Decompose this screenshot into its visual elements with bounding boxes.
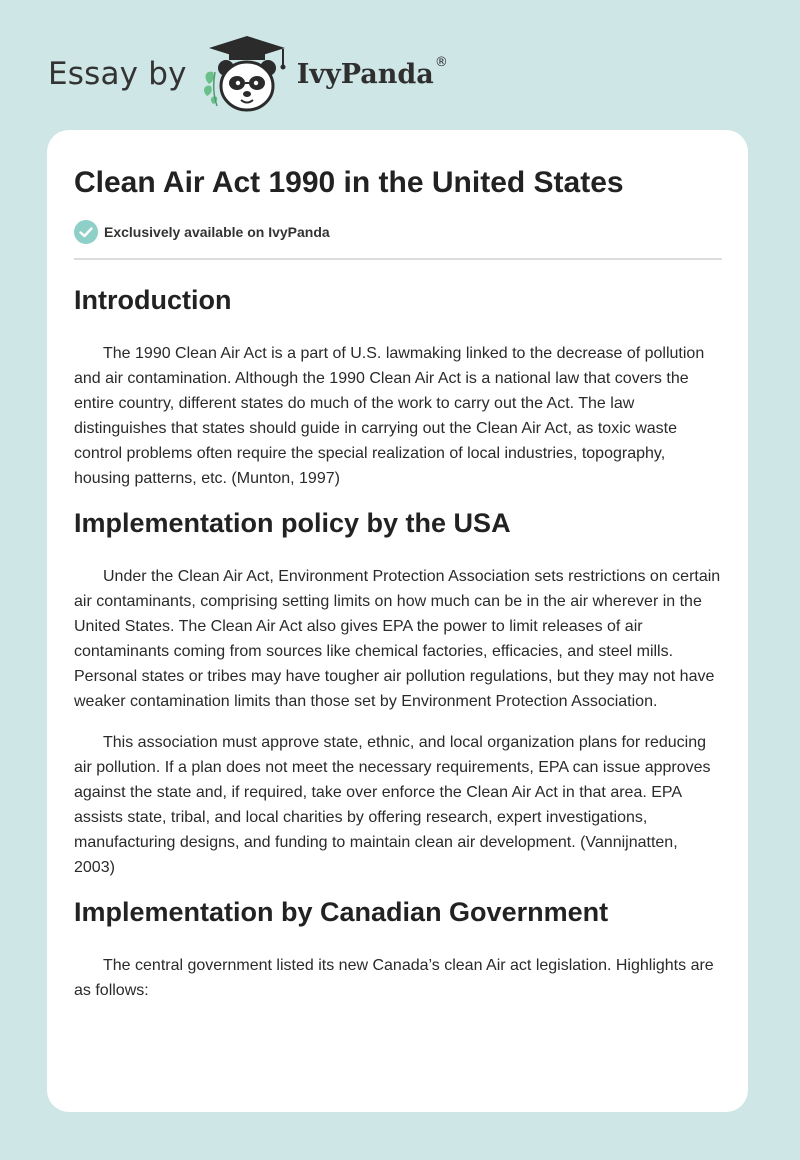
paragraph: This association must approve state, ethnic, and local organization plans for reducing air pollution. If a plan does not meet the necessary requirements, EPA can issue approves against the state and, if required, take over enforce the Clean Air Act in that area. EPA assists state, tribal, and local charities by offering research, expert investigations, manufacturing designs, and funding to maintain clean air development. (Vannijnatten, 2003) [74,734,711,876]
check-circle-icon [74,220,98,244]
section-introduction [74,282,722,491]
exclusive-badge-label: Exclusively available on IvyPanda [104,224,330,240]
paragraph: The central government listed its new Canada’s clean Air act legislation. Highlights are as follows: [74,957,714,999]
paragraph: The 1990 Clean Air Act is a part of U.S. lawmaking linked to the decrease of pollution and air contamination. Although the 1990 Clean Air Act is a national law that covers the entire country, different states do much of the work to carry out the Act. The law distinguishes that states should guide in carrying out the Clean Air Act, as toxic waste control problems often require the special realization of local industries, topography, housing patterns, etc. (Munton, 1997) [74,345,705,487]
section-implementation-canada [74,894,722,1003]
section-heading: Introduction [74,285,232,315]
essay-card [47,130,748,1112]
section-implementation-usa [74,505,722,880]
section-heading: Implementation by Canadian Government [74,897,609,927]
exclusive-badge [74,220,722,244]
page-title: Clean Air Act 1990 in the United States [74,166,624,199]
paragraph: Under the Clean Air Act, Environment Protection Association sets restrictions on certain air contaminants, comprising setting limits on how much can be in the air wherever in the United States. The Clean Air Act also gives EPA the power to limit releases of air contaminants coming from sources like chemical factories, efficacies, and steel mills. Personal states or tribes may have tougher air pollution regulations, but they may not have weaker contamination limits than those set by Environment Protection Association. [74,568,721,710]
section-heading: Implementation policy by the USA [74,508,511,538]
title-divider [74,258,722,260]
brand-prefix: Essay by [48,56,187,92]
panda-graduate-logo-icon[interactable] [199,34,295,114]
registered-mark: ® [434,54,448,70]
site-header [48,34,448,114]
brand-name[interactable]: IvyPanda [296,58,434,90]
